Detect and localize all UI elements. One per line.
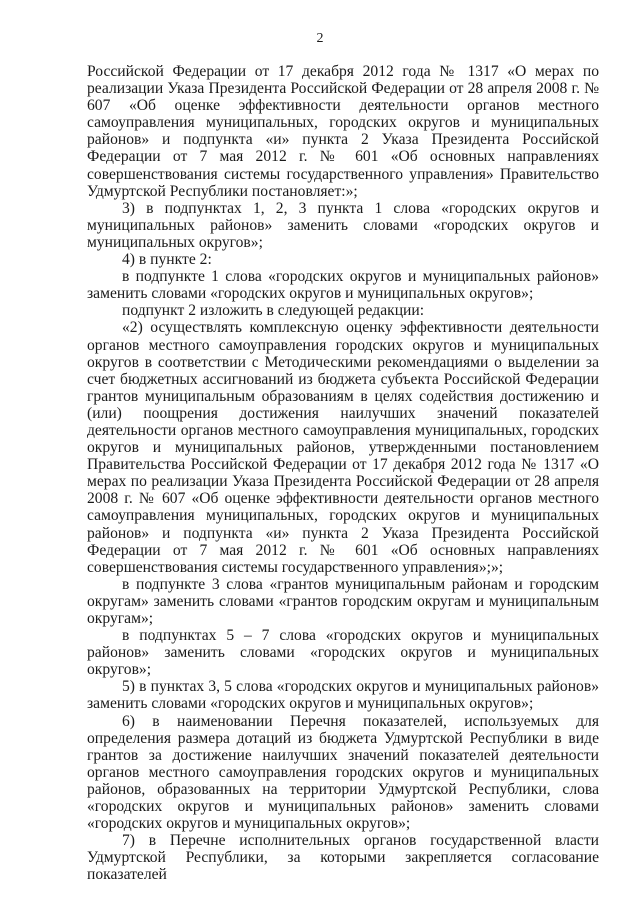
paragraph-item-6: 6) в наименовании Перечня показателей, используемых для определения размера дотаций из бюджета Удмуртской Республики в виде грантов за достижение наилучших значений показателей деятельности органов местного самоуправления городских округов и муниципальных районов, образованных на территории Удмуртской Республики, слова «городских округов и муниципальных районов» заменить словами «городских округов и муниципальных округов»; [87, 712, 599, 833]
paragraph-item-5: 5) в пунктах 3, 5 слова «городских округов и муниципальных районов» заменить словами «городских округов и муниципальных округов»; [87, 678, 599, 713]
paragraph-continuation: Российской Федерации от 17 декабря 2012 года № 1317 «О мерах по реализации Указа Президента Российской Федерации от 28 апреля 2008 г. № 607 «Об оценке эффективности деятельности органов местного самоуправления муниципальных, городских округов и муниципальных районов» и подпункта «и» пункта 2 Указа Президента Российской Федерации от 7 мая 2012 г. № 601 «Об основных направлениях совершенствования системы государственного управления» Правительство Удмуртской Республики постановляет:»; [87, 63, 599, 200]
paragraph-subitem-2-text: «2) осуществлять комплексную оценку эффективности деятельности органов местного самоуправления городских округов и муниципальных округов в соответствии с Методическими рекомендациями о выделении за счет бюджетных ассигнований из бюджета субъекта Российской Федерации грантов муниципальным образованиям в целях содействия достижению и (или) поощрения достижения наилучших значений показателей деятельности органов местного самоуправления муниципальных, городских округов и муниципальных районов, утвержденными постановлением Правительства Российской Федерации от 17 декабря 2012 года № 1317 «О мерах по реализации Указа Президента Российской Федерации от 28 апреля 2008 г. № 607 «Об оценке эффективности деятельности органов местного самоуправления муниципальных, городских округов и муниципальных районов» и подпункта «и» пункта 2 Указа Президента Российской Федерации от 7 мая 2012 г. № 601 «Об основных направлениях совершенствования системы государственного управления»;»; [87, 319, 599, 576]
paragraph-subitem-1: в подпункте 1 слова «городских округов и муниципальных районов» заменить словами «городских округов и муниципальных округов»; [87, 268, 599, 303]
paragraph-subitems-5-7: в подпунктах 5 – 7 слова «городских округов и муниципальных районов» заменить словами «городских округов и муниципальных округов»; [87, 627, 599, 679]
page-number: 2 [316, 31, 324, 46]
paragraph-subitem-3: в подпункте 3 слова «грантов муниципальным районам и городским округам» заменить словами «грантов городским округам и муниципальным округам»; [87, 575, 599, 627]
paragraph-subitem-2-intro: подпункт 2 изложить в следующей редакции: [122, 302, 425, 320]
document-body [87, 63, 599, 884]
paragraph-item-7: 7) в Перечне исполнительных органов государственной власти Удмуртской Республики, за которыми закрепляется согласование показателей [87, 832, 599, 884]
paragraph-item-3: 3) в подпунктах 1, 2, 3 пункта 1 слова «городских округов и муниципальных районов» заменить словами «городских округов и муниципальных округов»; [87, 199, 599, 251]
paragraph-item-4: 4) в пункте 2: [122, 251, 212, 269]
